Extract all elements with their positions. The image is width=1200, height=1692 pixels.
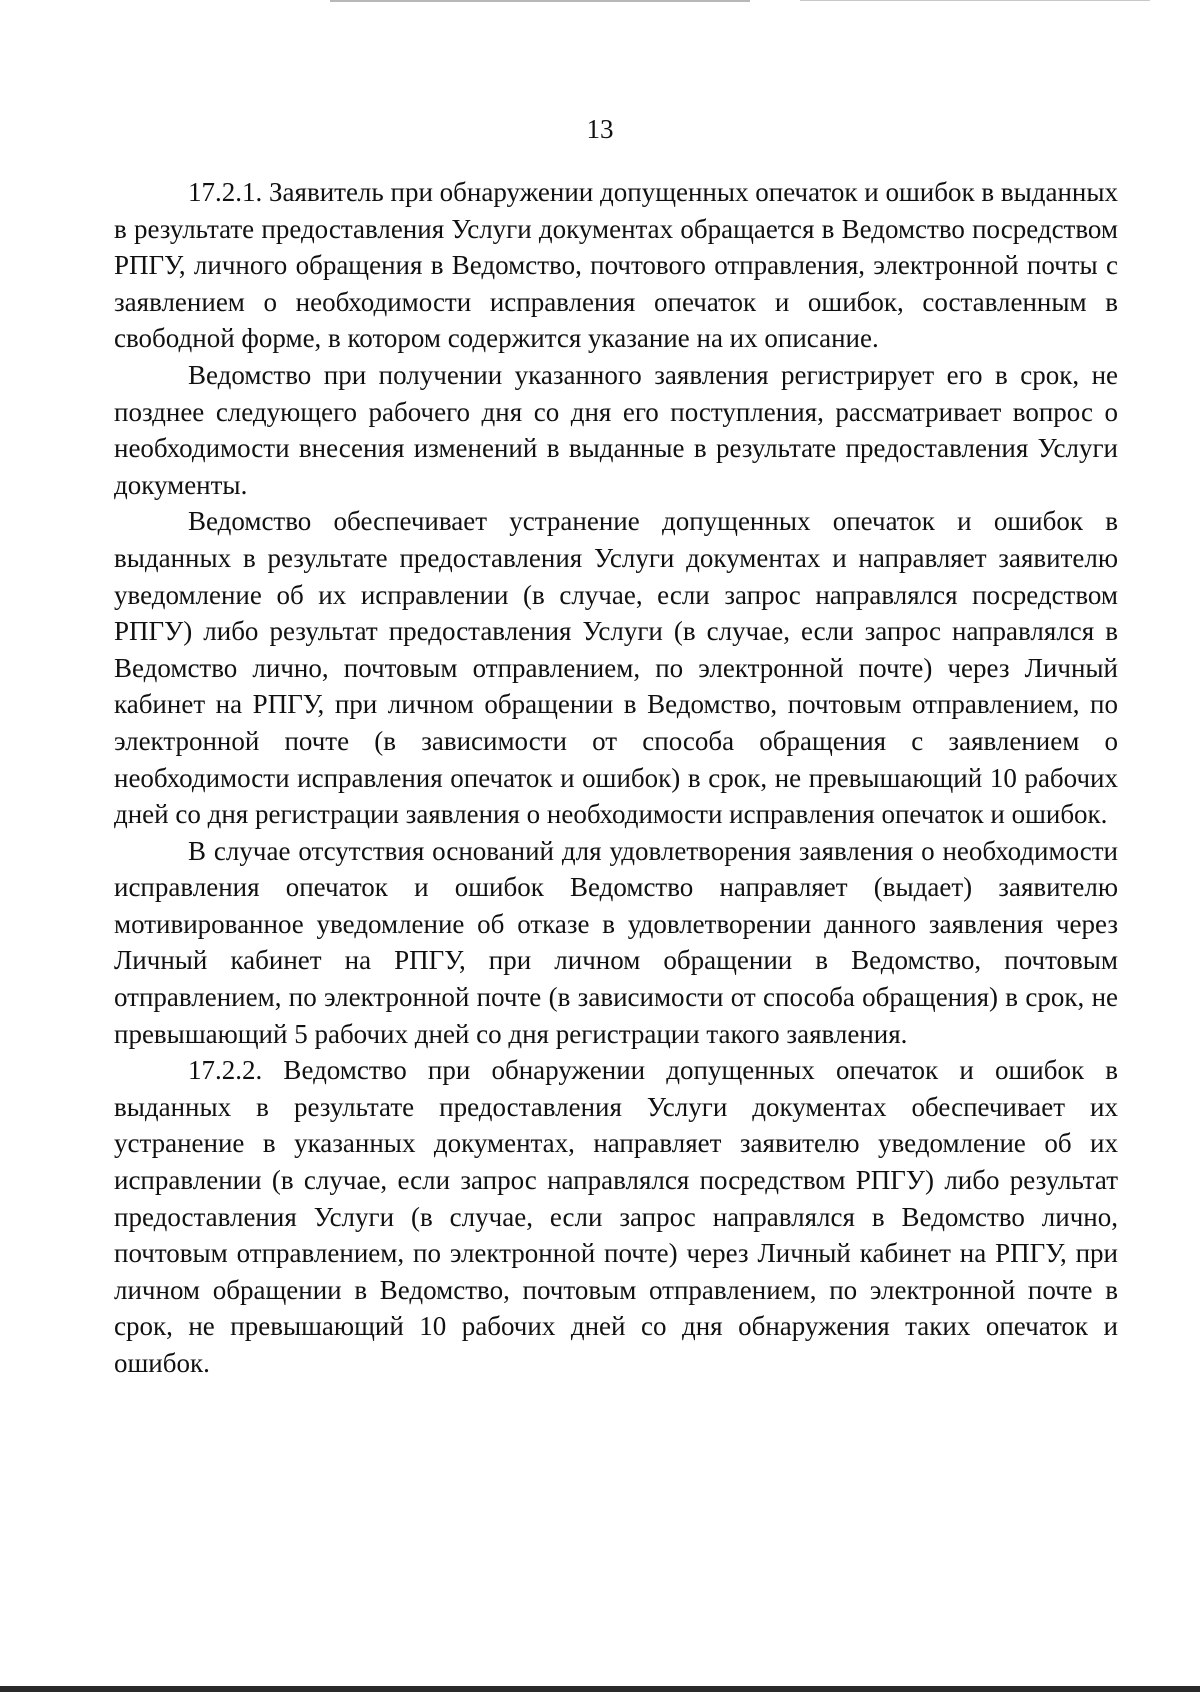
scan-artifact-top-right [800,0,1150,1]
paragraph-17-2-2: 17.2.2. Ведомство при обнаружении допущенных опечаток и ошибок в выданных в результате предоставления Услуги документах обеспечивает их устранение в указанных документах, направляет заявителю уведомление об их исправлении (в случае, если запрос направлялся посредством РПГУ) либо результат предоставления Услуги (в случае, если запрос направлялся в Ведомство лично, почтовым отправлением, по электронной почте) через Личный кабинет на РПГУ, при личном обращении в Ведомство, почтовым отправлением, по электронной почте в срок, не превышающий 10 рабочих дней со дня обнаружения таких опечаток и ошибок. [114,1055,1118,1378]
paragraph-registration: Ведомство при получении указанного заявления регистрирует его в срок, не позднее следующего рабочего дня со дня его поступления, рассматривает вопрос о необходимости внесения изменений в выданные в результате предоставления Услуги документы. [114,359,1118,500]
paragraph-17-2-1: 17.2.1. Заявитель при обнаружении допущенных опечаток и ошибок в выданных в результате предоставления Услуги документах обращается в Ведомство посредством РПГУ, личного обращения в Ведомство, почтового отправления, электронной почты с заявлением о необходимости исправления опечаток и ошибок, составленным в свободной форме, в котором содержится указание на их описание. [114,177,1118,354]
paragraph-refusal: В случае отсутствия оснований для удовлетворения заявления о необходимости исправления опечаток и ошибок Ведомство направляет (выдает) заявителю мотивированное уведомление об отказе в удовлетворении данного заявления через Личный кабинет на РПГУ, при личном обращении в Ведомство, почтовым отправлением, по электронной почте (в зависимости от способа обращения) в срок, не превышающий 5 рабочих дней со дня регистрации такого заявления. [114,835,1118,1049]
page-number: 13 [586,114,614,144]
paragraph-correction: Ведомство обеспечивает устранение допущенных опечаток и ошибок в выданных в результате предоставления Услуги документах и направляет заявителю уведомление об их исправлении (в случае, если запрос направлялся посредством РПГУ) либо результат предоставления Услуги (в случае, если запрос направлялся в Ведомство лично, почтовым отправлением, по электронной почте) через Личный кабинет на РПГУ, при личном обращении в Ведомство, почтовым отправлением, по электронной почте (в зависимости от способа обращения с заявлением о необходимости исправления опечаток и ошибок) в срок, не превышающий 10 рабочих дней со дня регистрации заявления о необходимости исправления опечаток и ошибок. [114,506,1118,830]
document-body [114,174,1118,1382]
scan-artifact-top [330,0,750,2]
scan-artifact-bottom [0,1686,1200,1692]
